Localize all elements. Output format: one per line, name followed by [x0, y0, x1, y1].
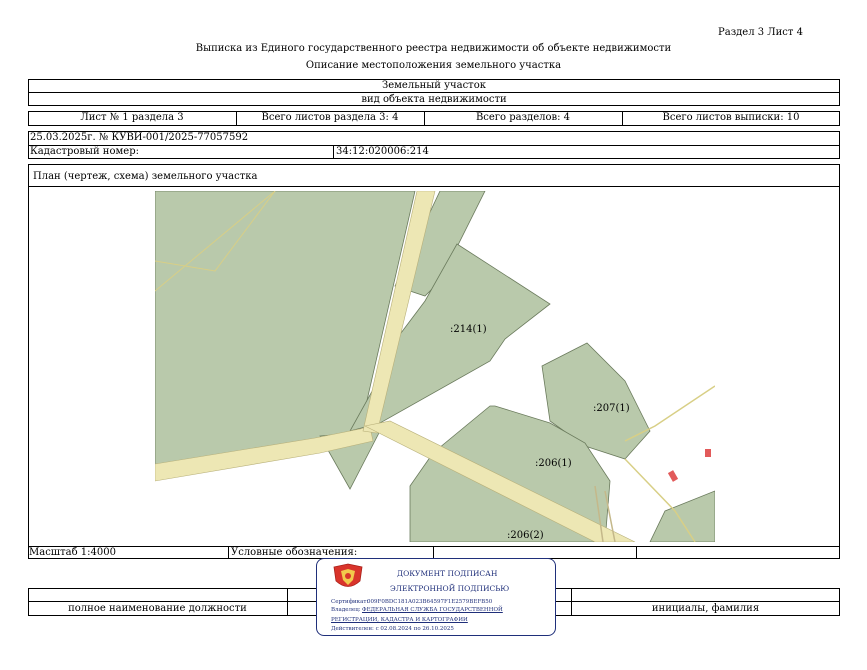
label-206-2: :206(2) [507, 530, 544, 541]
cadastral-label: Кадастровый номер: [30, 146, 139, 157]
cadastral-value: 34:12:020006:214 [336, 146, 429, 157]
total-sections: Всего разделов: 4 [475, 112, 571, 123]
stamp-line-2: ЭЛЕКТРОННОЙ ПОДПИСЬЮ [390, 584, 510, 593]
sheet-number: Лист № 1 раздела 3 [80, 112, 184, 123]
label-214: :214(1) [450, 324, 487, 335]
date-number: 25.03.2025г. № КУВИ-001/2025-77057592 [30, 132, 249, 143]
document-title: Выписка из Единого государственного реестра недвижимости об объекте недвижимости [195, 43, 672, 54]
total-sheets-extract: Всего листов выписки: 10 [662, 112, 800, 123]
scale: Масштаб 1:4000 [29, 547, 116, 558]
building-marker [705, 449, 711, 457]
object-type: Земельный участок [382, 80, 486, 91]
object-type-caption: вид объекта недвижимости [361, 94, 507, 105]
plan-title: План (чертеж, схема) земельного участка [33, 171, 258, 182]
stamp-line-1: ДОКУМЕНТ ПОДПИСАН [397, 569, 498, 578]
document-subtitle: Описание местоположения земельного участка [305, 60, 562, 71]
owner-label: Владелец: [331, 607, 361, 613]
name-caption: инициалы, фамилия [651, 603, 760, 614]
parcel-map [155, 191, 715, 542]
certificate-label: Сертификат: [331, 599, 369, 605]
label-206-1: :206(1) [535, 458, 572, 469]
total-sheets-section: Всего листов раздела 3: 4 [261, 112, 399, 123]
position-caption: полное наименование должности [68, 603, 247, 614]
parcel-right [650, 491, 715, 542]
label-207: :207(1) [593, 403, 630, 414]
section-sheet: Раздел 3 Лист 4 [718, 27, 803, 38]
e-signature-stamp [316, 558, 556, 636]
legend-label: Условные обозначения: [231, 547, 358, 558]
certificate-value: 009F0BDC181A023B64597F1E2579BEFB50 [367, 599, 493, 605]
building-marker [668, 470, 678, 482]
validity: Действителен: с 02.08.2024 по 26.10.2025 [331, 626, 454, 632]
coat-of-arms-icon [331, 563, 365, 593]
owner-value-1: ФЕДЕРАЛЬНАЯ СЛУЖБА ГОСУДАРСТВЕННОЙ [362, 607, 503, 613]
owner-value-2: РЕГИСТРАЦИИ, КАДАСТРА И КАРТОГРАФИИ [331, 617, 468, 623]
